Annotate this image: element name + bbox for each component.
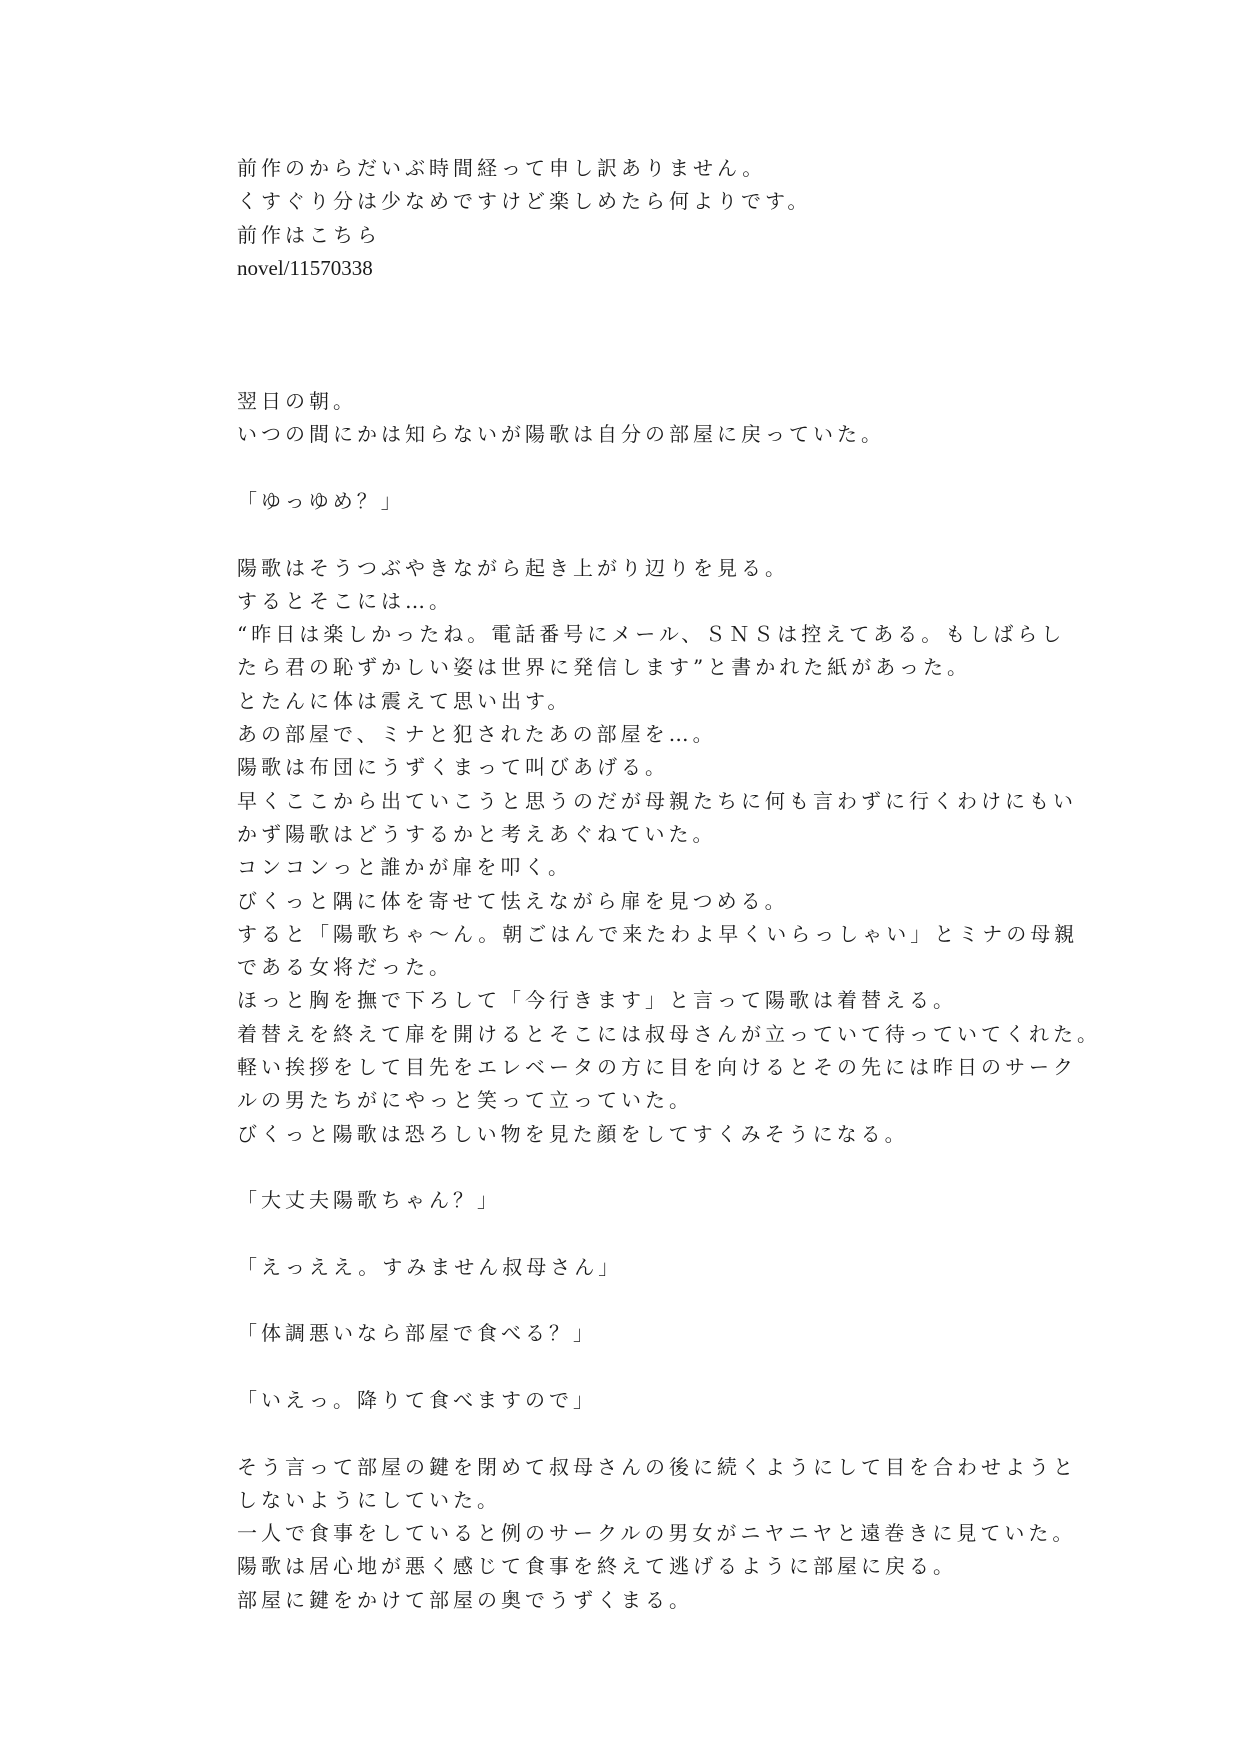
- blank-line: [237, 285, 1037, 318]
- text-line: 着替えを終えて扉を開けるとそこには叔母さんが立っていて待っていてくれた。: [237, 1021, 1101, 1046]
- dialogue-line: 「えっええ。すみません叔母さん」: [237, 1254, 623, 1279]
- text-line: すると「陽歌ちゃ～ん。朝ごはんで来たわよ早くいらっしゃい」とミナの母親: [237, 921, 1079, 946]
- text-line: するとそこには…。: [237, 588, 453, 613]
- dialogue-line: 「体調悪いなら部屋で食べる？」: [237, 1321, 597, 1346]
- text-line: びくっと隅に体を寄せて怯えながら扉を見つめる。: [237, 888, 789, 913]
- blank-line: [237, 1218, 1037, 1251]
- blank-line: [237, 452, 1037, 485]
- blank-line: [237, 352, 1037, 385]
- dialogue-line: 「いえっ。降りて食べますので」: [237, 1387, 597, 1412]
- blank-line: [237, 1417, 1037, 1450]
- body-text: [237, 152, 1101, 1617]
- blank-line: [237, 1284, 1037, 1317]
- text-line: とたんに体は震えて思い出す。: [237, 688, 572, 713]
- novel-link-text: novel/11570338: [237, 255, 373, 280]
- text-line: である女将だった。: [237, 955, 453, 980]
- text-line: 前作のからだいぶ時間経って申し訳ありません。: [237, 156, 767, 180]
- dialogue-line: 「大丈夫陽歌ちゃん？」: [237, 1188, 501, 1213]
- blank-line: [237, 1151, 1037, 1184]
- text-line: 一人で食事をしていると例のサークルの男女がニヤニヤと遠巻きに見ていた。: [237, 1521, 1077, 1546]
- text-line: いつの間にかは知らないが陽歌は自分の部屋に戻っていた。: [237, 422, 885, 447]
- text-line: ほっと胸を撫で下ろして「今行きます」と言って陽歌は着替える。: [237, 988, 957, 1013]
- text-line: 陽歌はそうつぶやきながら起き上がり辺りを見る。: [237, 555, 789, 580]
- text-line: びくっと陽歌は恐ろしい物を見た顔をしてすくみそうになる。: [237, 1121, 909, 1146]
- text-line: コンコンっと誰かが扉を叩く。: [237, 855, 572, 880]
- text-line: 陽歌は布団にうずくまって叫びあげる。: [237, 755, 669, 780]
- blank-line: [237, 1351, 1037, 1384]
- text-line: しないようにしていた。: [237, 1487, 501, 1512]
- text-line: ルの男たちがにやっと笑って立っていた。: [237, 1088, 693, 1113]
- text-line: “昨日は楽しかったね。電話番号にメール、ＳＮＳは控えてある。もしばらし: [237, 622, 1066, 647]
- text-line: たら君の恥ずかしい姿は世界に発信します”と書かれた紙があった。: [237, 655, 972, 680]
- text-line: そう言って部屋の鍵を閉めて叔母さんの後に続くようにして目を合わせようと: [237, 1454, 1077, 1479]
- text-line: 前作はこちら: [237, 222, 381, 247]
- blank-line: [237, 518, 1037, 551]
- dialogue-line: 「ゆっゆめ？」: [237, 488, 405, 513]
- text-line: 早くここから出ていこうと思うのだが母親たちに何も言わずに行くわけにもい: [237, 788, 1077, 813]
- text-line: 軽い挨拶をして目先をエレベータの方に目を向けるとその先には昨日のサーク: [237, 1055, 1077, 1080]
- text-line: 翌日の朝。: [237, 389, 357, 414]
- text-line: くすぐり分は少なめですけど楽しめたら何よりです。: [237, 189, 812, 214]
- text-line: かず陽歌はどうするかと考えあぐねていた。: [237, 821, 717, 846]
- text-line: あの部屋で、ミナと犯されたあの部屋を…。: [237, 722, 717, 747]
- text-line: 陽歌は居心地が悪く感じて食事を終えて逃げるように部屋に戻る。: [237, 1554, 957, 1579]
- blank-line: [237, 318, 1037, 351]
- text-line: 部屋に鍵をかけて部屋の奥でうずくまる。: [237, 1587, 693, 1612]
